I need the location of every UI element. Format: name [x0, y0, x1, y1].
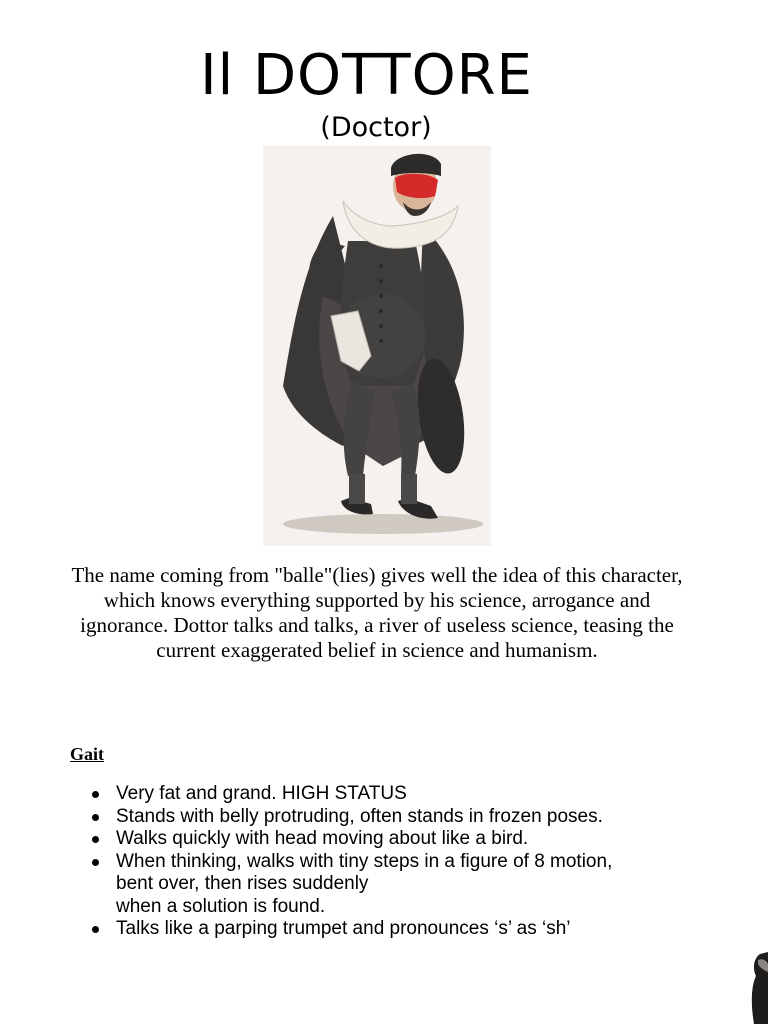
description-paragraph: The name coming from "balle"(lies) gives well the idea of this character, which knows everything supported by his science, arrogance and ignorance. Dottor talks and talks, a river of useless science, teasing the current exaggerated belief in science and humanism.	[71, 563, 683, 662]
dottore-illustration	[263, 146, 491, 546]
bullet-icon	[92, 791, 99, 798]
gait-list	[86, 783, 706, 941]
list-item-text: Very fat and grand. HIGH STATUS	[116, 783, 407, 804]
list-item-text: Talks like a parping trumpet and pronounces ‘s’ as ‘sh’	[116, 918, 571, 939]
bullet-icon	[92, 836, 99, 843]
list-item-text: bent over, then rises suddenly	[116, 873, 369, 894]
bullet-icon	[92, 926, 99, 933]
corner-figure-fragment	[748, 950, 768, 1024]
list-item	[86, 806, 706, 829]
gait-heading: Gait	[70, 744, 104, 764]
list-item-text: Walks quickly with head moving about like a bird.	[116, 828, 529, 849]
page-title: Il DOTTORE	[200, 43, 533, 108]
list-item	[86, 918, 706, 941]
list-item	[86, 828, 706, 851]
list-item	[86, 851, 706, 919]
list-item	[86, 783, 706, 806]
bullet-icon	[92, 859, 99, 866]
bullet-icon	[92, 814, 99, 821]
list-item-text: when a solution is found.	[116, 895, 326, 917]
page-subtitle: (Doctor)	[320, 112, 432, 143]
list-item-text: Stands with belly protruding, often stands in frozen poses.	[116, 805, 603, 827]
list-item-text: When thinking, walks with tiny steps in a figure of 8 motion,	[116, 850, 613, 872]
